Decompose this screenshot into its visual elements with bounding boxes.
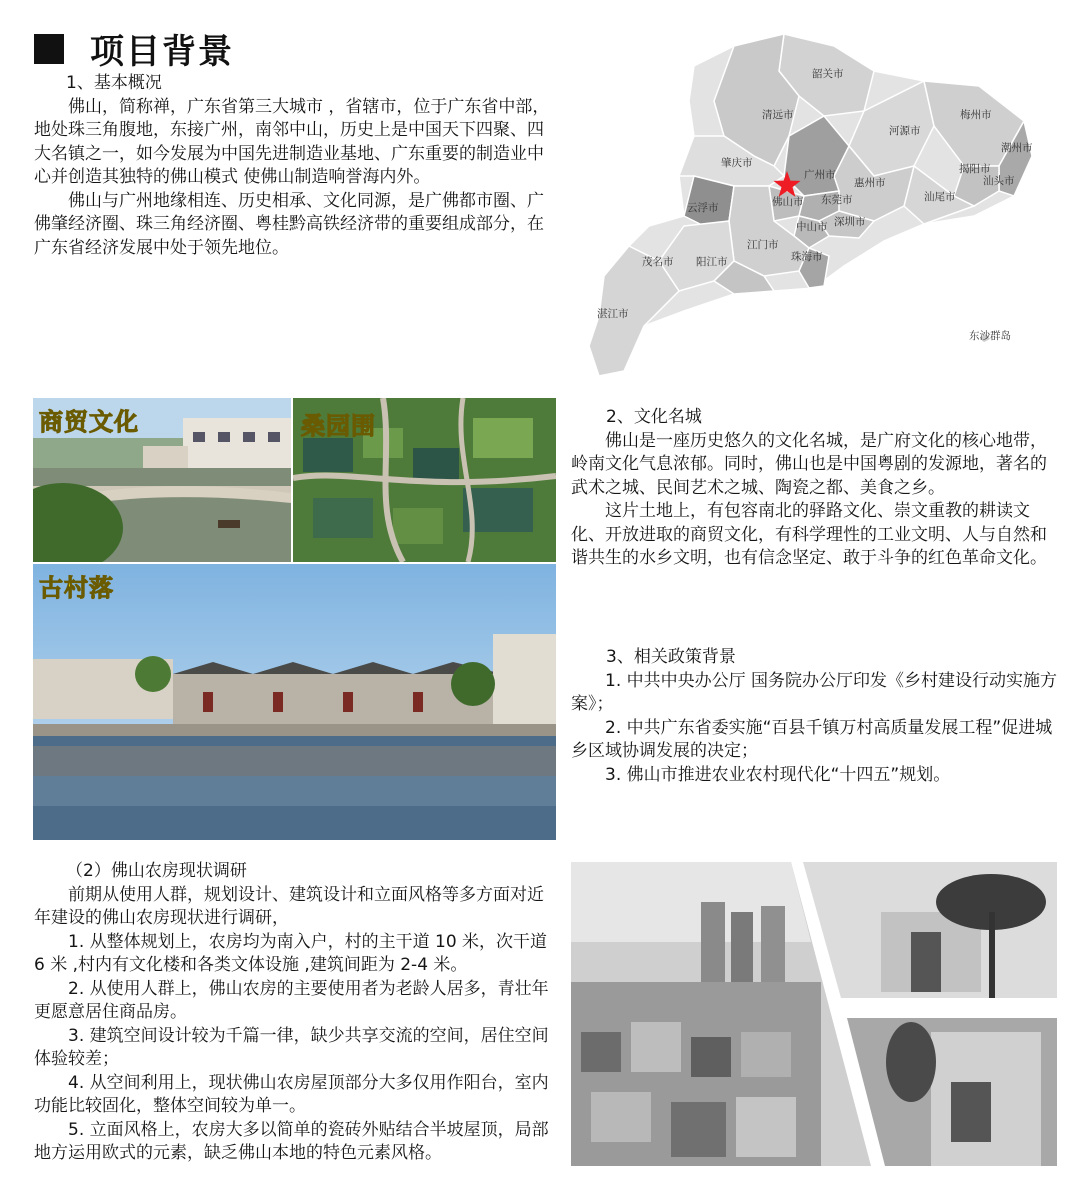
map-label-zhanjiang: 湛江市 xyxy=(597,308,629,320)
section-farmhouse-survey xyxy=(34,860,559,1166)
map-label-yangjiang: 阳江市 xyxy=(696,256,728,268)
map-label-jieyang: 揭阳市 xyxy=(959,163,991,175)
survey-item-3: 3. 建筑空间设计较为千篇一律，缺少共享交流的空间，居住空间体验较差； xyxy=(34,1025,549,1069)
section1-paragraph-1: 佛山，简称禅，广东省第三大城市 ，省辖市，位于广东省中部，地处珠三角腹地，东接广州，南邻中山，历史上是中国天下四聚、四大名镇之一，如今发展为中国先进制造业基地、广东重要的制造业中心并创造其独特的佛山模式 使佛山制造响誉海内外。 xyxy=(34,96,550,187)
page-title: 项目背景 xyxy=(90,32,234,72)
map-label-zhongshan: 中山市 xyxy=(796,221,828,233)
survey-item-1: 1. 从整体规划上，农房均为南入户，村的主干道 10 米，次干道 6 米 ,村内有文化楼和各类文体设施 ,建筑间距为 2-4 米。 xyxy=(34,931,548,975)
survey-item-2: 2. 从使用人群上，佛山农房的主要使用者为老龄人居多，青壮年更愿意居住商品房。 xyxy=(34,978,549,1022)
map-label-maoming: 茂名市 xyxy=(642,256,674,268)
policy-item-1: 1. 中共中央办公厅 国务院办公厅印发《乡村建设行动实施方案》； xyxy=(571,670,1058,714)
map-label-shaoguan: 韶关市 xyxy=(812,68,844,80)
map-label-jiangmen: 江门市 xyxy=(747,239,779,251)
section2-paragraph-2: 这片土地上，有包容南北的驿路文化、崇文重教的耕读文化、开放进取的商贸文化，有科学理性的工业文明、人与自然和谐共生的水乡文明，也有信念坚定、敢于斗争的红色革命文化。 xyxy=(571,501,1047,568)
section1-paragraph-2: 佛山与广州地缘相连、历史相承、文化同源，是广佛都市圈、广佛肇经济圈、珠三角经济圈、粤桂黔高铁经济带的重要组成部分，在广东省经济发展中处于领先地位。 xyxy=(34,190,544,258)
map-label-heyuan: 河源市 xyxy=(889,125,921,137)
map-label-zhaoqing: 肇庆市 xyxy=(721,157,753,169)
policy-item-2: 2. 中共广东省委实施“百县千镇万村高质量发展工程”促进城乡区域协调发展的决定； xyxy=(571,717,1053,761)
title-square-icon xyxy=(34,34,64,64)
photo-ancient-village xyxy=(33,564,556,840)
map-label-zhuhai: 珠海市 xyxy=(791,251,823,263)
section2-paragraph-1: 佛山是一座历史悠久的文化名城，是广府文化的核心地带，岭南文化气息浓郁。同时，佛山也是中国粤剧的发源地，著名的武术之城、民间艺术之城、陶瓷之都、美食之乡。 xyxy=(571,430,1047,498)
section-policy-background xyxy=(571,646,1058,787)
map-label-huizhou: 惠州市 xyxy=(854,177,886,189)
photo-commerce-culture xyxy=(33,398,291,562)
survey-intro: 前期从使用人群，规划设计、建筑设计和立面风格等多方面对近年建设的佛山农房现状进行调研， xyxy=(34,884,544,928)
map-label-shanwei: 汕尾市 xyxy=(924,191,956,203)
photo-label-sangyuanwei: 桑园围 xyxy=(301,412,376,440)
guangdong-map xyxy=(584,26,1046,382)
page-title-block xyxy=(34,24,234,73)
photo-label-commerce: 商贸文化 xyxy=(39,408,139,436)
section3-heading: 3、相关政策背景 xyxy=(606,647,736,667)
survey-item-4: 4. 从空间利用上，现状佛山农房屋顶部分大多仅用作阳台，室内功能比较固化，整体空间较为单一。 xyxy=(34,1072,549,1116)
map-label-qingyuan: 清远市 xyxy=(762,109,794,121)
section-basic-overview xyxy=(34,72,559,260)
map-label-dongsha: 东沙群岛 xyxy=(969,330,1011,342)
photo-label-ancient-village: 古村落 xyxy=(39,574,114,602)
map-label-meizhou: 梅州市 xyxy=(960,109,992,121)
survey-item-5: 5. 立面风格上，农房大多以简单的瓷砖外贴结合半坡屋顶，局部地方运用欧式的元素，缺乏佛山本地的特色元素风格。 xyxy=(34,1119,549,1163)
photo-sangyuanwei xyxy=(293,398,556,562)
farmhouse-photo-collage xyxy=(571,862,1057,1166)
map-label-shantou: 汕头市 xyxy=(983,175,1015,187)
section1-heading: 1、基本概况 xyxy=(66,73,162,93)
map-label-chaozhou: 潮州市 xyxy=(1001,142,1033,154)
policy-item-3: 3. 佛山市推进农业农村现代化“十四五”规划。 xyxy=(605,764,951,785)
map-label-dongguan: 东莞市 xyxy=(821,194,853,206)
map-label-shenzhen: 深圳市 xyxy=(834,216,866,228)
map-label-guangzhou: 广州市 xyxy=(804,169,836,181)
section2-heading: 2、文化名城 xyxy=(606,407,702,427)
map-label-yunfu: 云浮市 xyxy=(687,202,719,214)
section4-heading: （2）佛山农房现状调研 xyxy=(66,861,247,881)
section-cultural-city xyxy=(571,406,1058,571)
map-label-foshan: 佛山市 xyxy=(772,196,804,208)
